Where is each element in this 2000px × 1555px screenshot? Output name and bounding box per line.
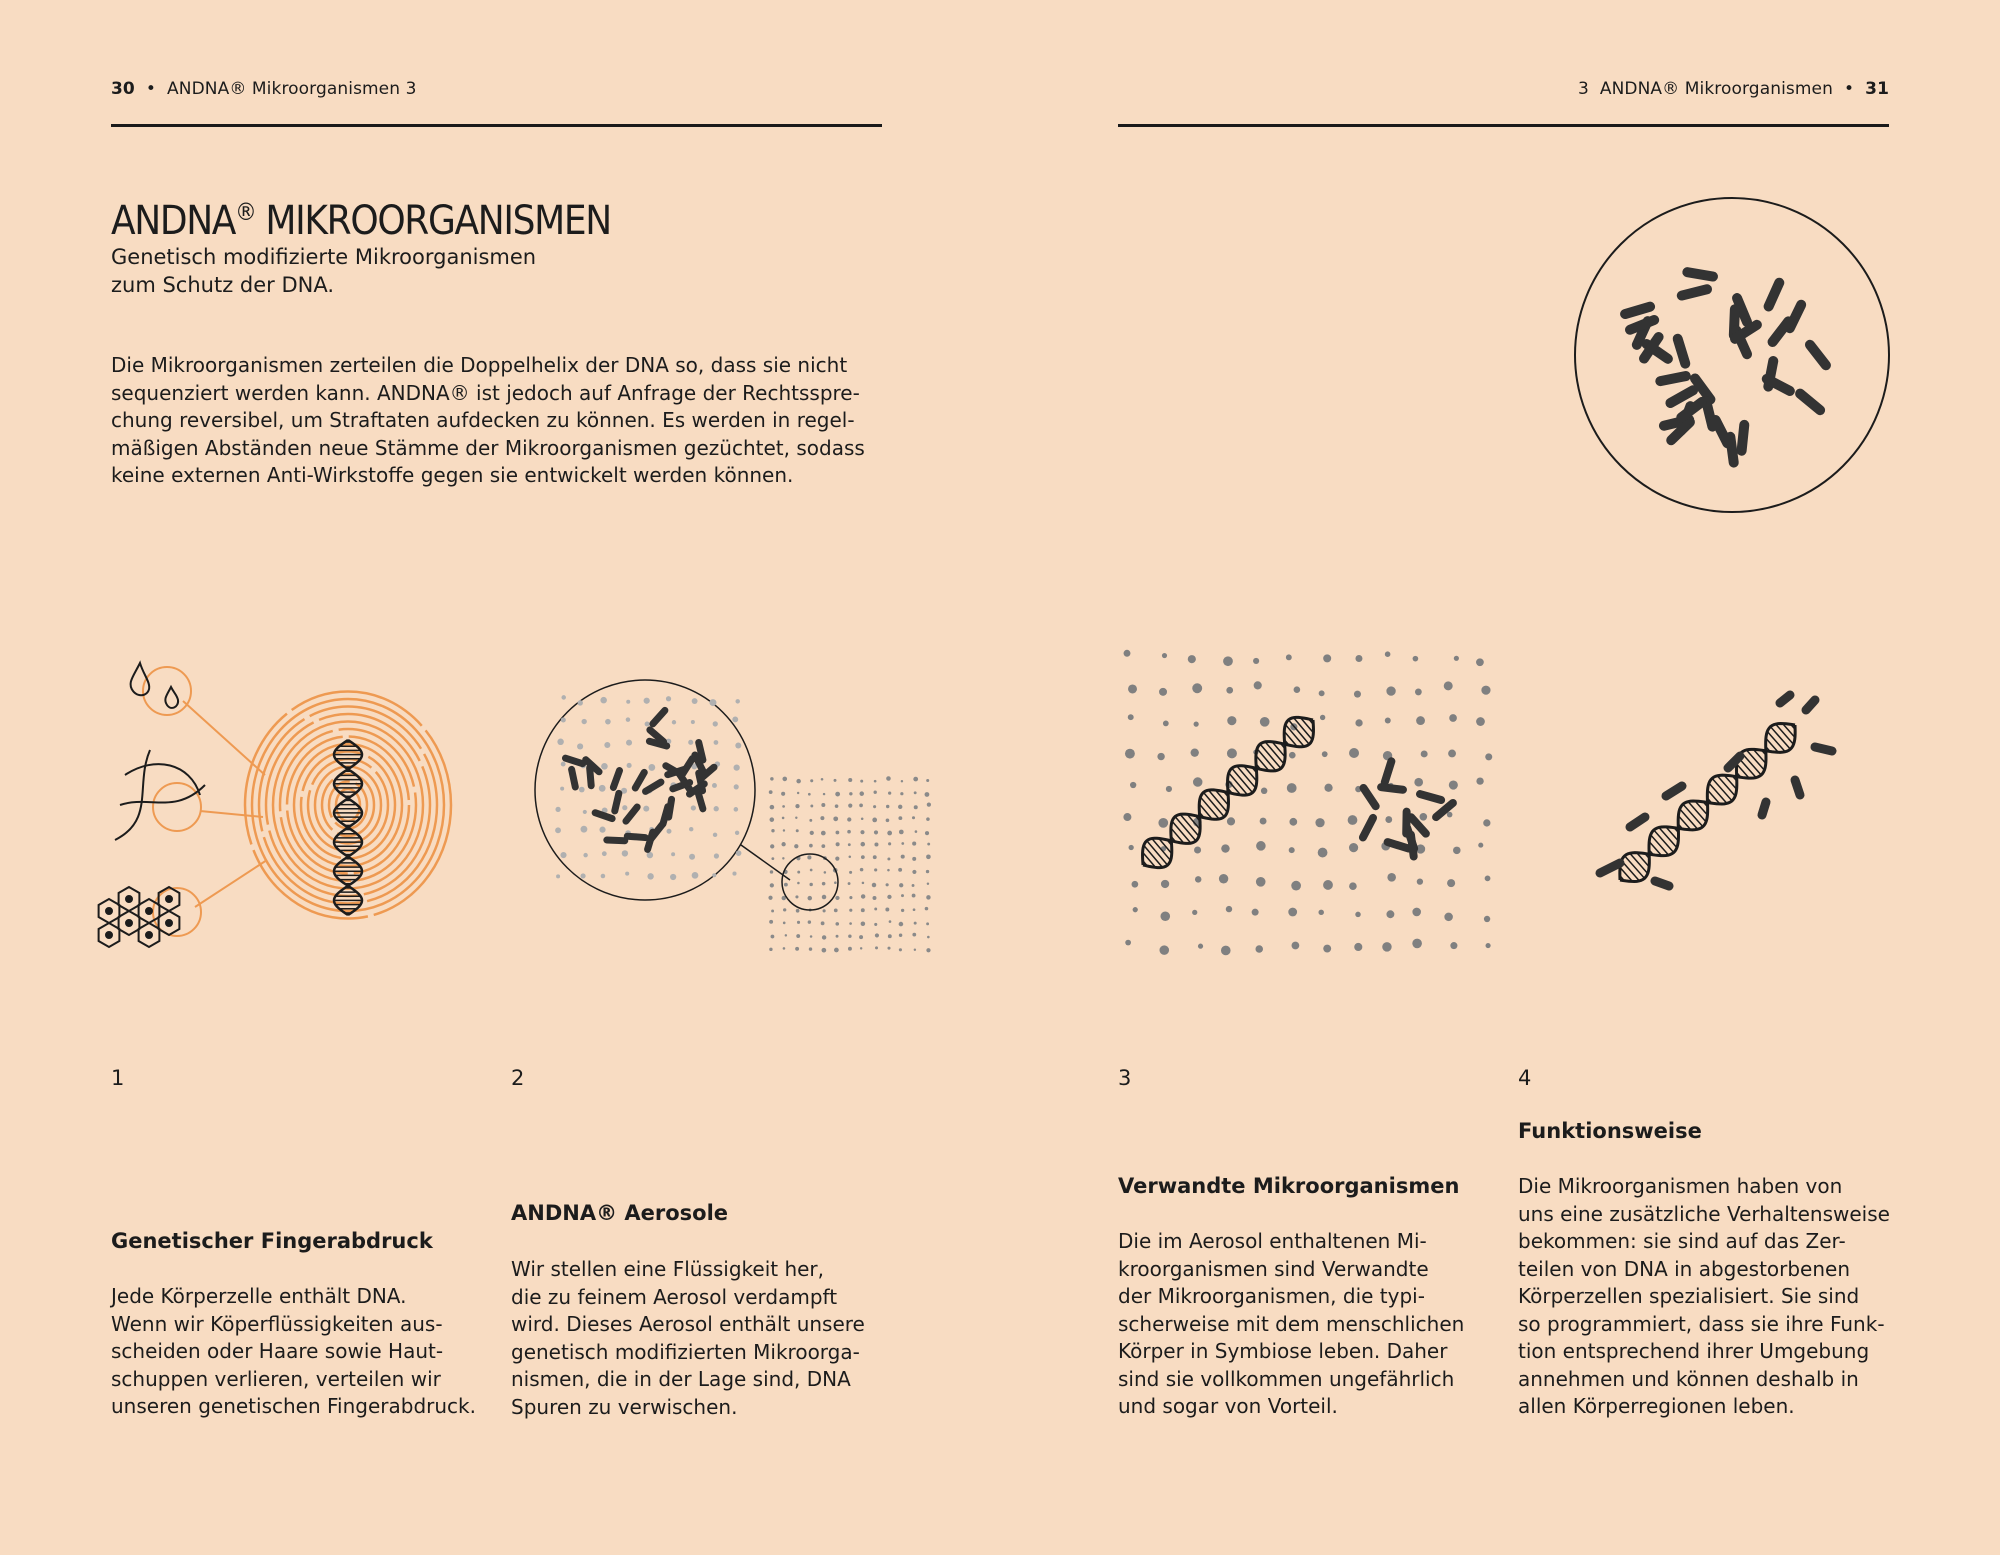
column-text-4: Die Mikroorganismen haben von uns eine zusätzliche Verhaltensweise bekommen: sie sind auf das Zer- teilen von DNA in abgestorbenen Körperzellen spezialisiert. Sie sind so programmiert, dass sie ihre Funk- tion entsprechend ihrer Umgebung annehmen und können deshalb in allen Körperregionen leben. (1518, 1174, 1890, 1418)
column-title-3: Verwandte Mikroorganismen (1118, 1174, 1460, 1198)
symbiosis-figure (1108, 650, 1508, 990)
figure-number-4: 4 (1518, 1066, 1532, 1090)
page-subtitle: Genetisch modifizierte Mikroorganismen zum Schutz der DNA. (111, 245, 537, 297)
page-number-left: 30 (111, 79, 135, 99)
microbes-icon (1363, 761, 1453, 856)
page-title: ANDNA® MIKROORGANISMEN (111, 198, 611, 244)
column-text-1: Jede Körperzelle enthält DNA. Wenn wir Köperflüssigkeiten aus- scheiden oder Haare sowie Haut- schuppen verlieren, verteilen wir unseren genetischen Fingerabdruck. (111, 1284, 476, 1418)
figure-number-1: 1 (111, 1066, 125, 1090)
separator: • (1843, 79, 1855, 99)
column-text-2: Wir stellen eine Flüssigkeit her, die zu feinem Aerosol verdampft wird. Dieses Aerosol enthält unsere genetisch modifizierten Mikroorga- nismen, die in der Lage sind, DNA Spuren zu verwischen. (511, 1257, 865, 1419)
header-right (1578, 79, 1889, 99)
fingerprint-figure (95, 645, 475, 965)
petri-dish-icon (1572, 195, 1892, 515)
header-rule-right (1118, 124, 1889, 127)
aerosol-figure (520, 690, 940, 1010)
figure-number-2: 2 (511, 1066, 525, 1090)
column-title-4: Funktionsweise (1518, 1119, 1702, 1143)
microbes-icon (1625, 272, 1826, 462)
running-title-left: ANDNA® Mikroorganismen 3 (167, 79, 417, 99)
aerosol-dots-icon (768, 776, 931, 952)
column-text-3: Die im Aerosol enthaltenen Mi- kroorganismen sind Verwandte der Mikroorganismen, die typi- scherweise mit dem menschlichen Körper in Symbiose leben. Daher sind sie vollkommen ungefährlich und sogar von Vorteil. (1118, 1229, 1465, 1418)
page-number-right: 31 (1865, 79, 1889, 99)
intro-paragraph: Die Mikroorganismen zerteilen die Doppelhelix der DNA so, dass sie nicht sequenziert werden kann. ANDNA® ist jedoch auf Anfrage der Rechtsspre- chung reversibel, um Straftaten aufdecken zu können. Es werden in regel- mäßigen Abständen neue Stämme der Mikroorganismen gezüchtet, sodass keine externen Anti-Wirkstoffe gegen sie entwickelt werden können. (111, 353, 865, 487)
column-title-2: ANDNA® Aerosole (511, 1201, 729, 1225)
function-figure (1590, 690, 1850, 910)
header-left (111, 79, 417, 99)
dna-helix-icon (1610, 714, 1805, 891)
skin-cells-icon (99, 887, 180, 947)
column-title-1: Genetischer Fingerabdruck (111, 1229, 433, 1253)
header-rule-left (111, 124, 882, 127)
separator: • (145, 79, 157, 99)
running-title-right: 3 ANDNA® Mikroorganismen (1577, 79, 1833, 99)
figure-number-3: 3 (1118, 1066, 1132, 1090)
